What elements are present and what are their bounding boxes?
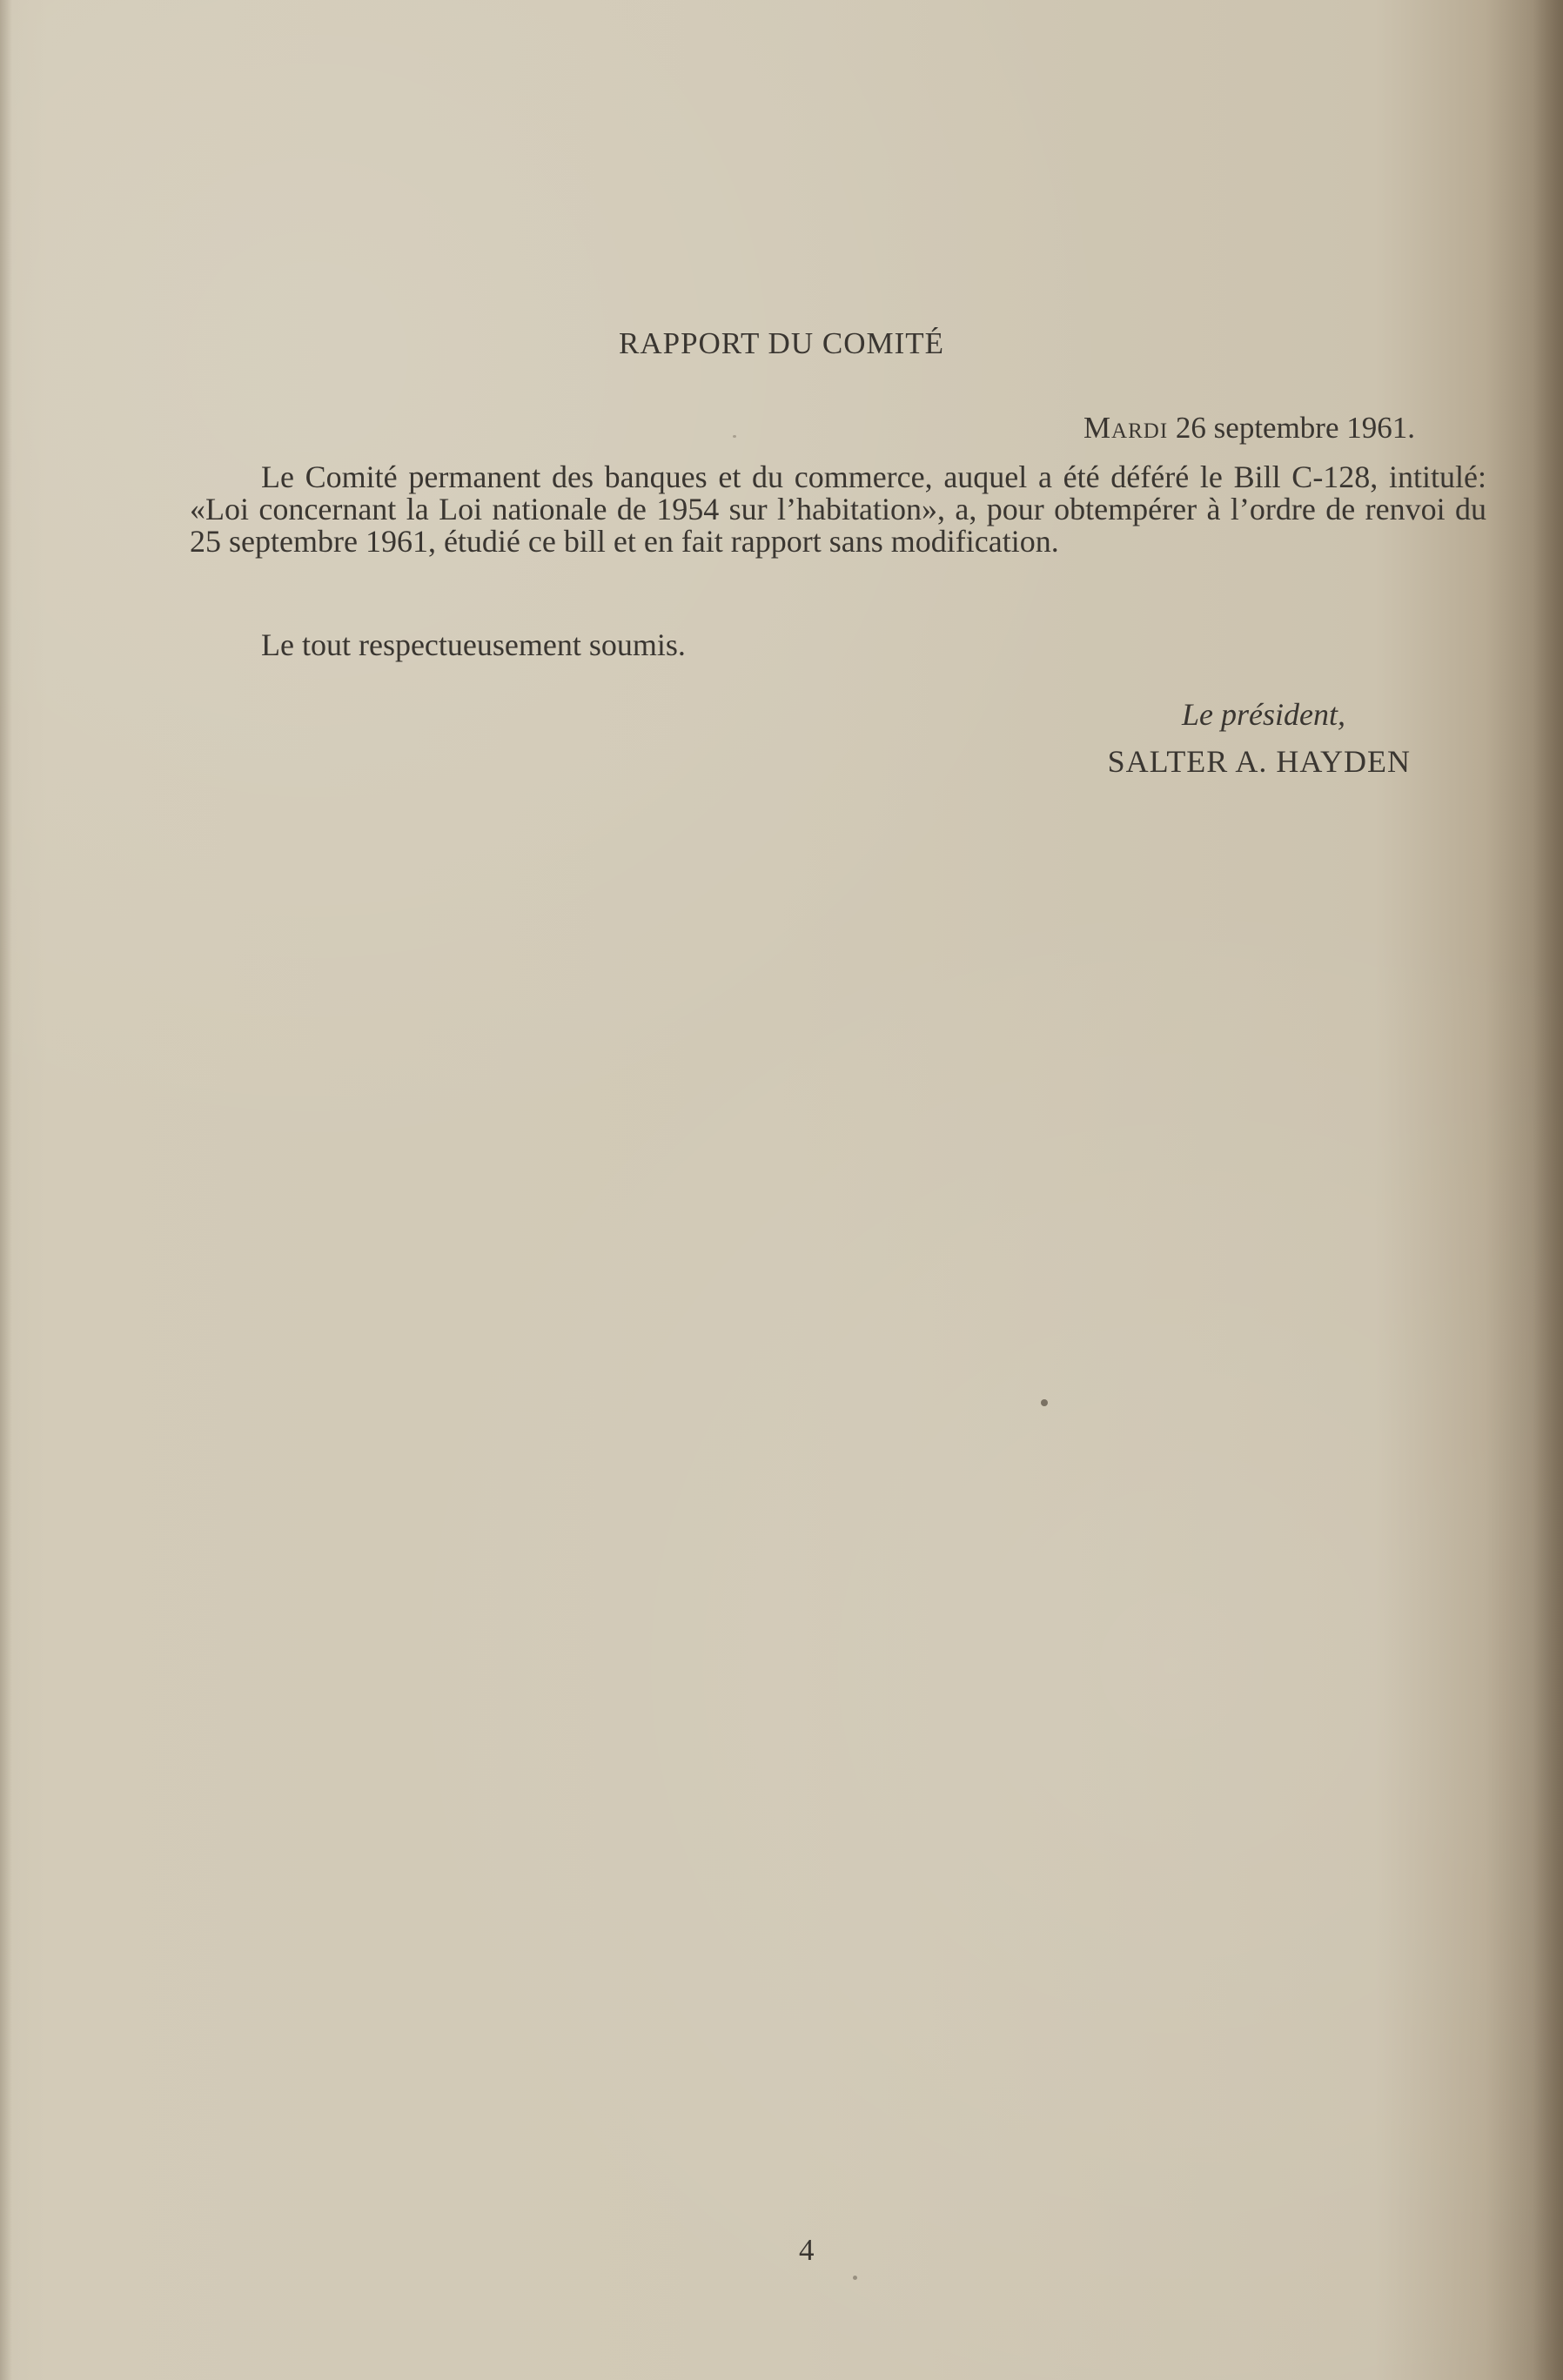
report-body — [190, 461, 1486, 558]
page-title: RAPPORT DU COMITÉ — [618, 326, 945, 360]
signature-title: Le président, — [1182, 697, 1345, 732]
report-paragraph: Le Comité permanent des banques et du commerce, auquel a été déféré le Bill C-128, intitulé: «Loi concernant la Loi nationale de 1954 sur l’habitation», a, pour obtempérer à l’ordre de renvoi du 25 septembre 1961, étudié ce bill et en fait rapport sans modification. — [190, 459, 1486, 559]
report-date — [1083, 411, 1415, 446]
date-text: 26 septembre 1961. — [1168, 411, 1415, 445]
paper-speck — [1041, 1399, 1048, 1406]
page-number: 4 — [799, 2233, 815, 2267]
paper-speck — [853, 2276, 857, 2280]
closing-text: Le tout respectueusement soumis. — [261, 627, 686, 662]
signature-name: SALTER A. HAYDEN — [1107, 744, 1411, 779]
date-day: Mardi — [1083, 411, 1169, 445]
paper-speck — [733, 435, 736, 438]
